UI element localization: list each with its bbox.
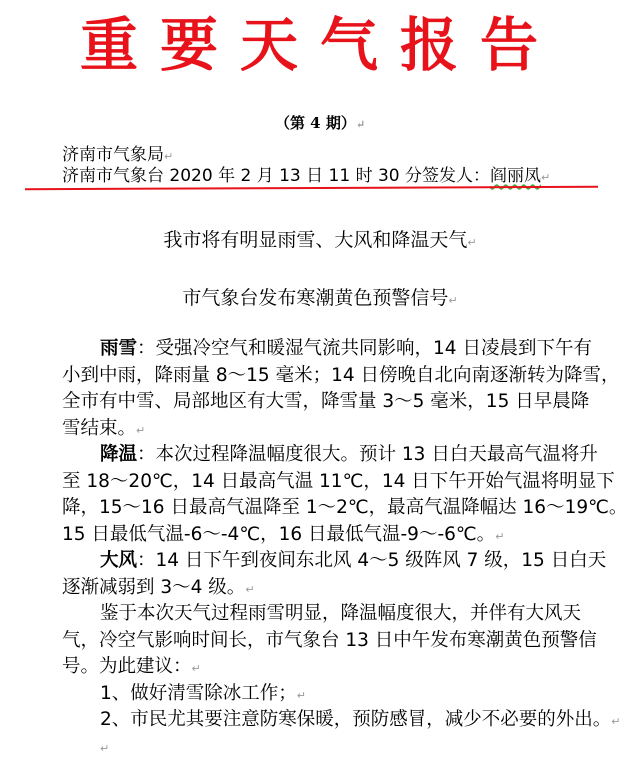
body-line xyxy=(100,681,306,709)
body-text: 雪结束。 xyxy=(62,417,137,439)
headline-1 xyxy=(0,225,640,252)
body-text: 至 18～20℃，14 日最高气温 11℃，14 日下午开始气温将明显下 xyxy=(62,470,615,492)
section-label: 降温 xyxy=(100,444,138,465)
paragraph-mark: ↵ xyxy=(164,150,174,163)
body-text: 逐渐减弱到 3～4 级。 xyxy=(62,576,246,598)
headline-1-text: 我市将有明显雨雪、大风和降温天气 xyxy=(163,229,468,251)
body-line xyxy=(62,628,597,654)
body-line xyxy=(100,336,592,362)
paragraph-mark: ↵ xyxy=(245,582,255,596)
body-line xyxy=(100,734,109,762)
body-line xyxy=(100,601,581,627)
section-label: 大风 xyxy=(100,550,138,571)
issue-line xyxy=(62,161,550,186)
body-line xyxy=(62,654,201,682)
section-label: 雨雪 xyxy=(100,338,138,359)
paragraph-mark: ↵ xyxy=(448,294,458,307)
body-text: 号。为此建议： xyxy=(62,656,192,677)
issue-text: （第 4 期） xyxy=(274,114,356,132)
body-text: 2、市民尤其要注意防寒保暖，预防感冒，减少不必要的外出。 xyxy=(100,709,612,730)
body-line xyxy=(100,442,598,468)
red-divider xyxy=(25,186,598,191)
body-line xyxy=(62,522,504,550)
paragraph-mark: ↵ xyxy=(355,118,366,131)
body-text: ：14 日下午到夜间东北风 4～5 级阵风 7 级，15 日白天 xyxy=(137,550,607,571)
body-text: 气，冷空气影响时间长，市气象台 13 日中午发布寒潮黄色预警信 xyxy=(62,629,597,651)
issuer-text: 济南市气象局 xyxy=(62,145,164,165)
body-line xyxy=(62,495,627,521)
paragraph-mark: ↵ xyxy=(136,423,146,437)
body-line xyxy=(62,389,589,415)
body-text: 15 日最低气温-6～-4℃，16 日最低气温-9～-6℃。 xyxy=(62,523,496,545)
body-text: ：本次过程降温幅度很大。预计 13 日白天最高气温将升 xyxy=(137,444,598,465)
body-line xyxy=(62,575,255,603)
issue-number xyxy=(0,112,640,133)
body-text: 降，15～16 日最高气温降至 1～2℃，最高气温降幅达 16～19℃。 xyxy=(62,497,628,518)
paragraph-mark: ↵ xyxy=(467,236,477,249)
signer: 阎丽凤 xyxy=(490,166,542,186)
paragraph-mark: ↵ xyxy=(296,688,306,702)
body-line xyxy=(62,416,145,444)
issue-line-text: 济南市气象台 2020 年 2 月 13 日 11 时 30 分签发人： xyxy=(62,166,491,186)
body-text: 全市有中雪、局部地区有大雪，降雪量 3～5 毫米，15 日早晨降 xyxy=(62,391,590,412)
report-title: 重要天气报告 xyxy=(79,11,560,79)
headline-2 xyxy=(0,283,640,310)
body-line xyxy=(100,548,606,574)
headline-2-text: 市气象台发布寒潮黄色预警信号 xyxy=(182,287,449,309)
paragraph-mark: ↵ xyxy=(541,171,551,184)
body-text: 鉴于本次天气过程雨雪明显，降温幅度很大，并伴有大风天 xyxy=(100,603,582,624)
paragraph-mark: ↵ xyxy=(191,662,201,675)
body-text: 1、做好清雪除冰工作； xyxy=(100,682,297,704)
body-text: ：受强冷空气和暖湿气流共同影响，14 日凌晨到下午有 xyxy=(137,338,592,359)
paragraph-mark: ↵ xyxy=(100,741,110,755)
paragraph-mark: ↵ xyxy=(495,529,505,543)
body-text: 小到中雨，降雨量 8～15 毫米；14 日傍晚自北向南逐渐转为降雪， xyxy=(62,364,620,386)
body-line xyxy=(62,363,620,389)
body-line xyxy=(62,469,615,495)
paragraph-mark: ↵ xyxy=(611,715,621,728)
body-line xyxy=(100,707,621,735)
